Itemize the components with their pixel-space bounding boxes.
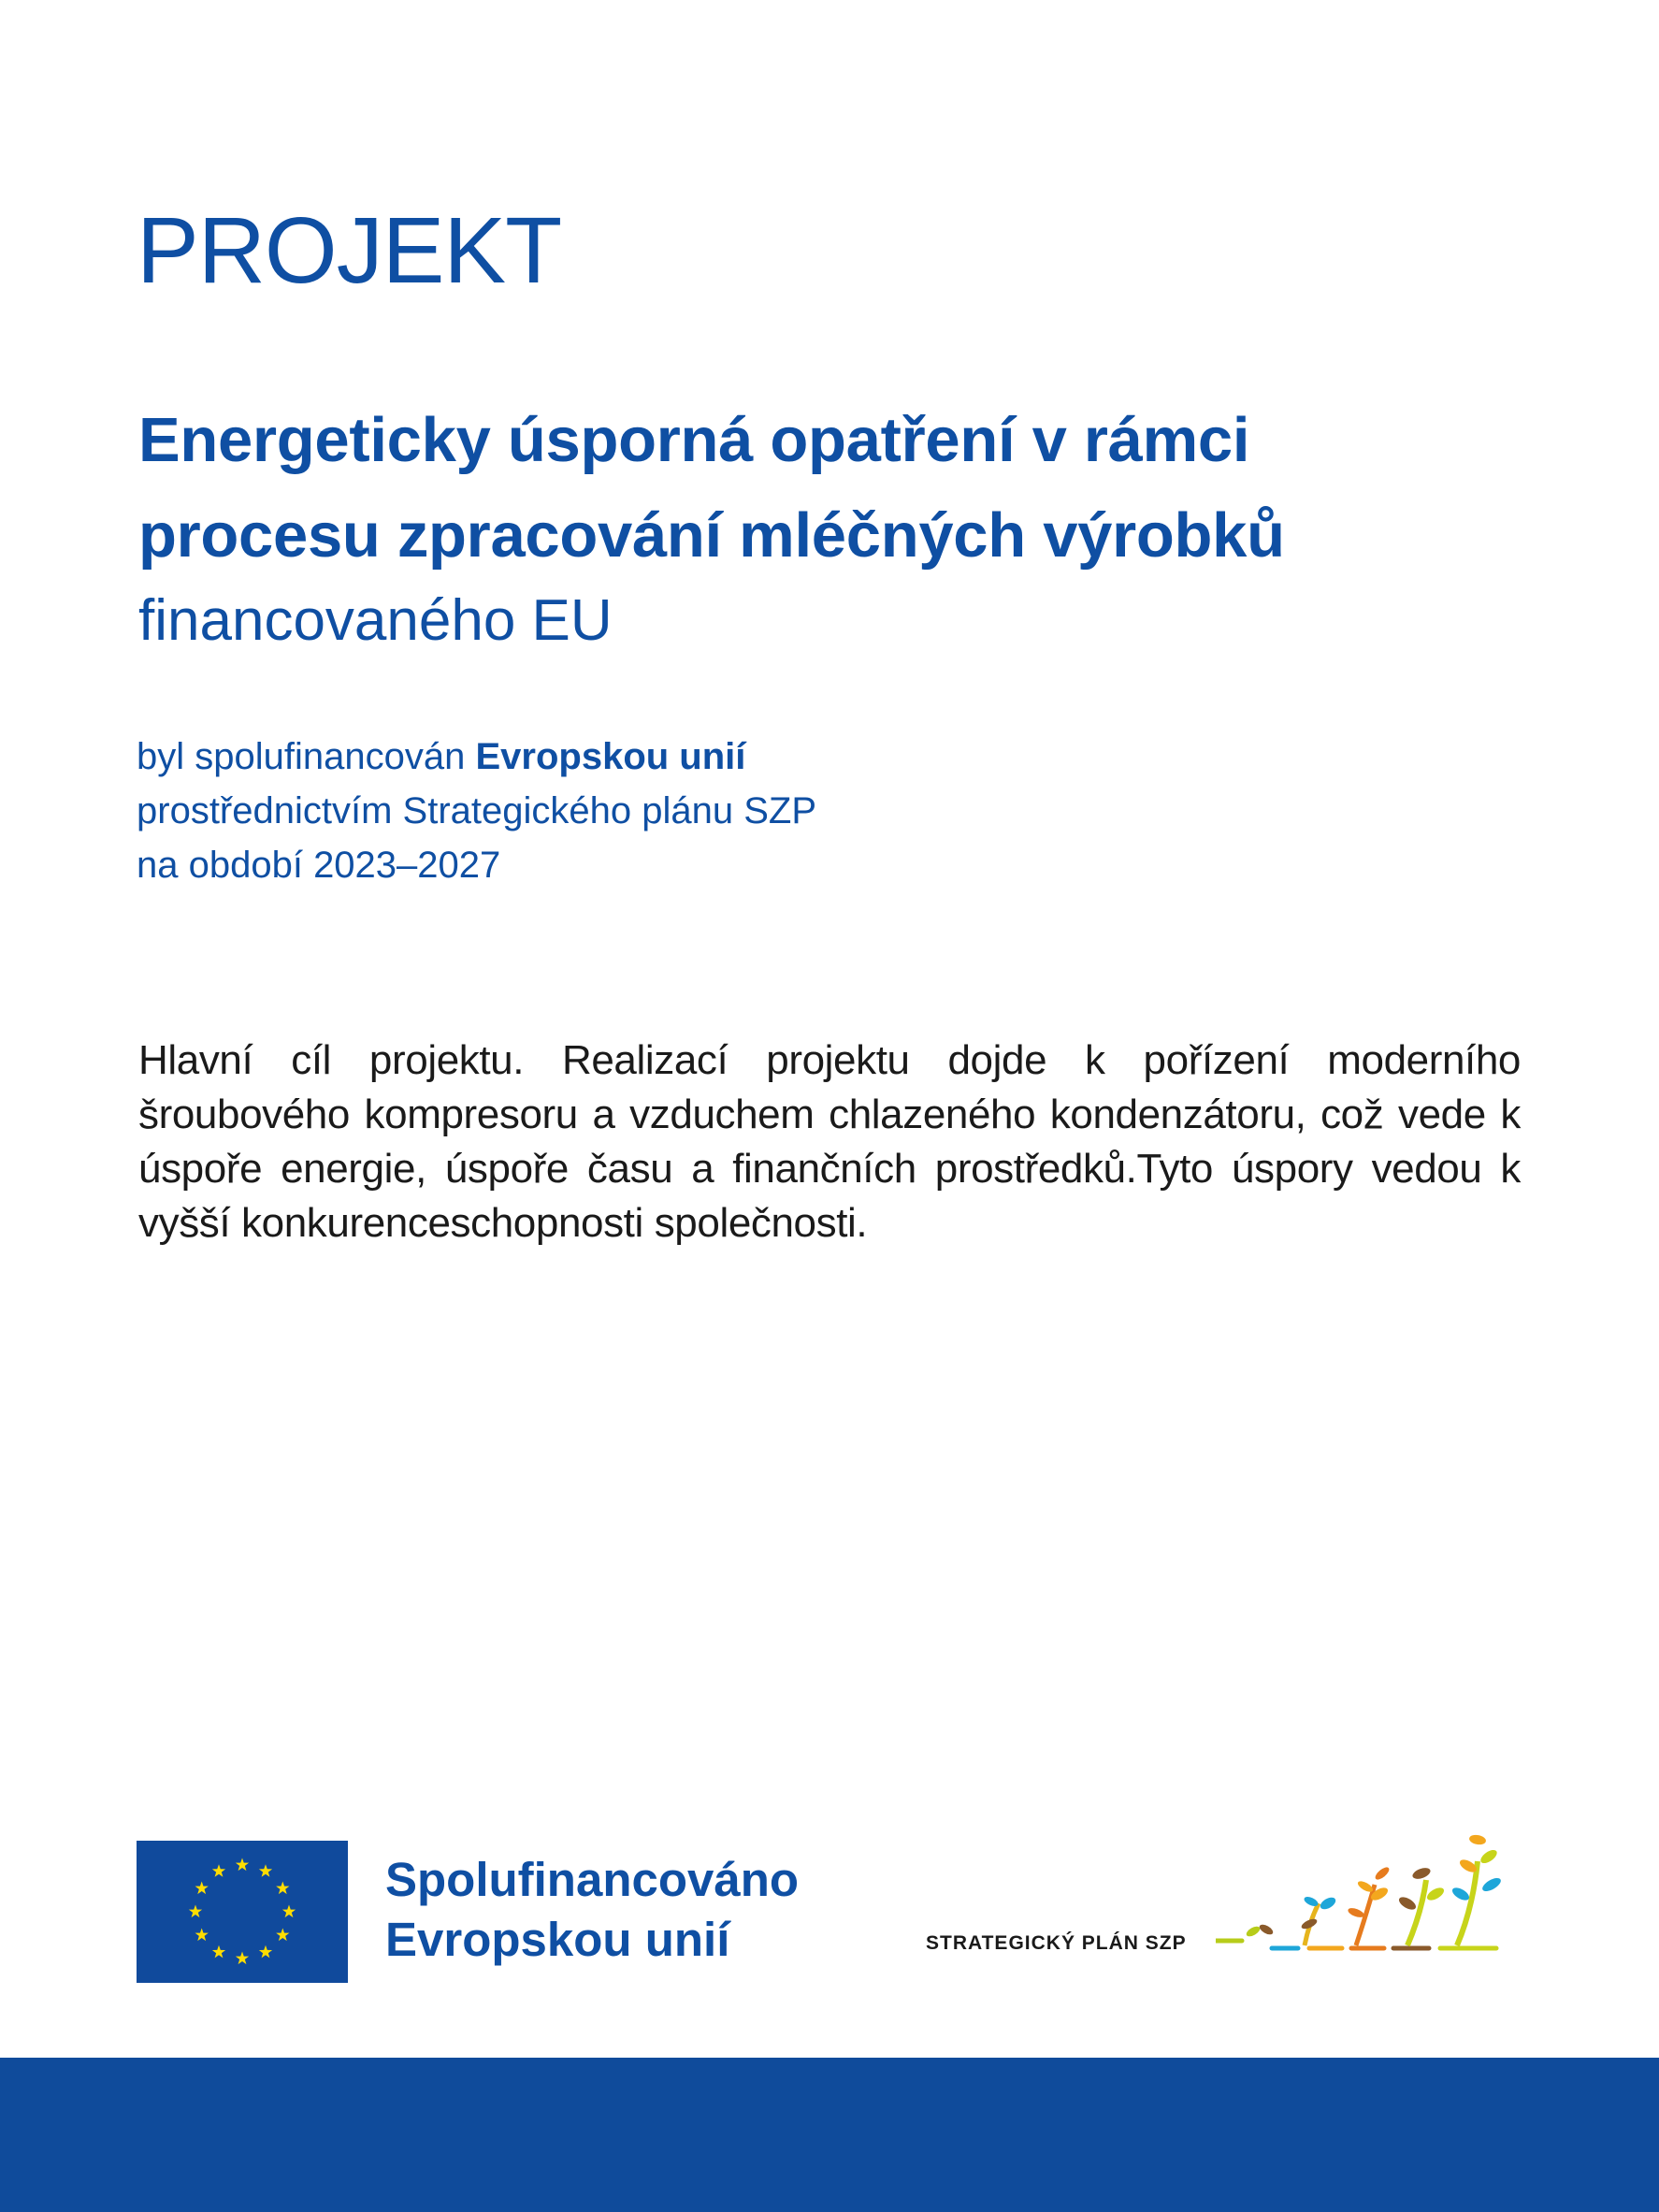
eu-star <box>276 1929 289 1942</box>
funding-line-1 <box>137 730 816 784</box>
funding-statement <box>137 730 816 892</box>
eu-star <box>236 1952 249 1965</box>
eu-star <box>259 1864 272 1877</box>
eu-star <box>282 1905 296 1918</box>
footer-band <box>0 2058 1659 2212</box>
eu-star <box>236 1858 249 1872</box>
funding-line-1-prefix: byl spolufinancován <box>137 736 476 777</box>
funding-line-2: prostřednictvím Strategického plánu SZP <box>137 790 817 831</box>
eu-star <box>195 1929 209 1942</box>
project-title-line-1: Energeticky úsporná opatření v rámci <box>138 405 1250 475</box>
eu-flag-icon <box>137 1841 348 1983</box>
project-title-line-3: financovaného EU <box>138 588 613 653</box>
eu-star <box>259 1945 272 1959</box>
plants-icon <box>1216 1829 1529 1969</box>
page-heading: PROJEKT <box>137 198 562 303</box>
eu-star <box>276 1882 289 1895</box>
eu-star <box>212 1945 225 1959</box>
eu-cofunding-text <box>385 1850 799 1970</box>
project-description: Hlavní cíl projektu. Realizací projektu dojde k pořízení moderního šroubového kompresoru a vzduchem chlazeného kondenzátoru, což vede k úspoře energie, úspoře času a finančních prostředků.Tyto úspory vedou k vyšší konkurenceschopnosti společnosti. <box>138 1037 1521 1246</box>
funding-line-1-bold: Evropskou unií <box>475 736 746 777</box>
szp-label: STRATEGICKÝ PLÁN SZP <box>926 1932 1187 1954</box>
eu-cofunding-line-1: Spolufinancováno <box>385 1853 800 1906</box>
eu-cofunding-line-2: Evropskou unií <box>385 1913 730 1966</box>
funding-line-3: na období 2023–2027 <box>137 845 501 886</box>
eu-star <box>189 1905 202 1918</box>
eu-star <box>212 1864 225 1877</box>
project-title <box>138 393 1541 658</box>
project-title-line-2: procesu zpracování mléčných výrobků <box>138 500 1285 571</box>
eu-star <box>195 1882 209 1895</box>
